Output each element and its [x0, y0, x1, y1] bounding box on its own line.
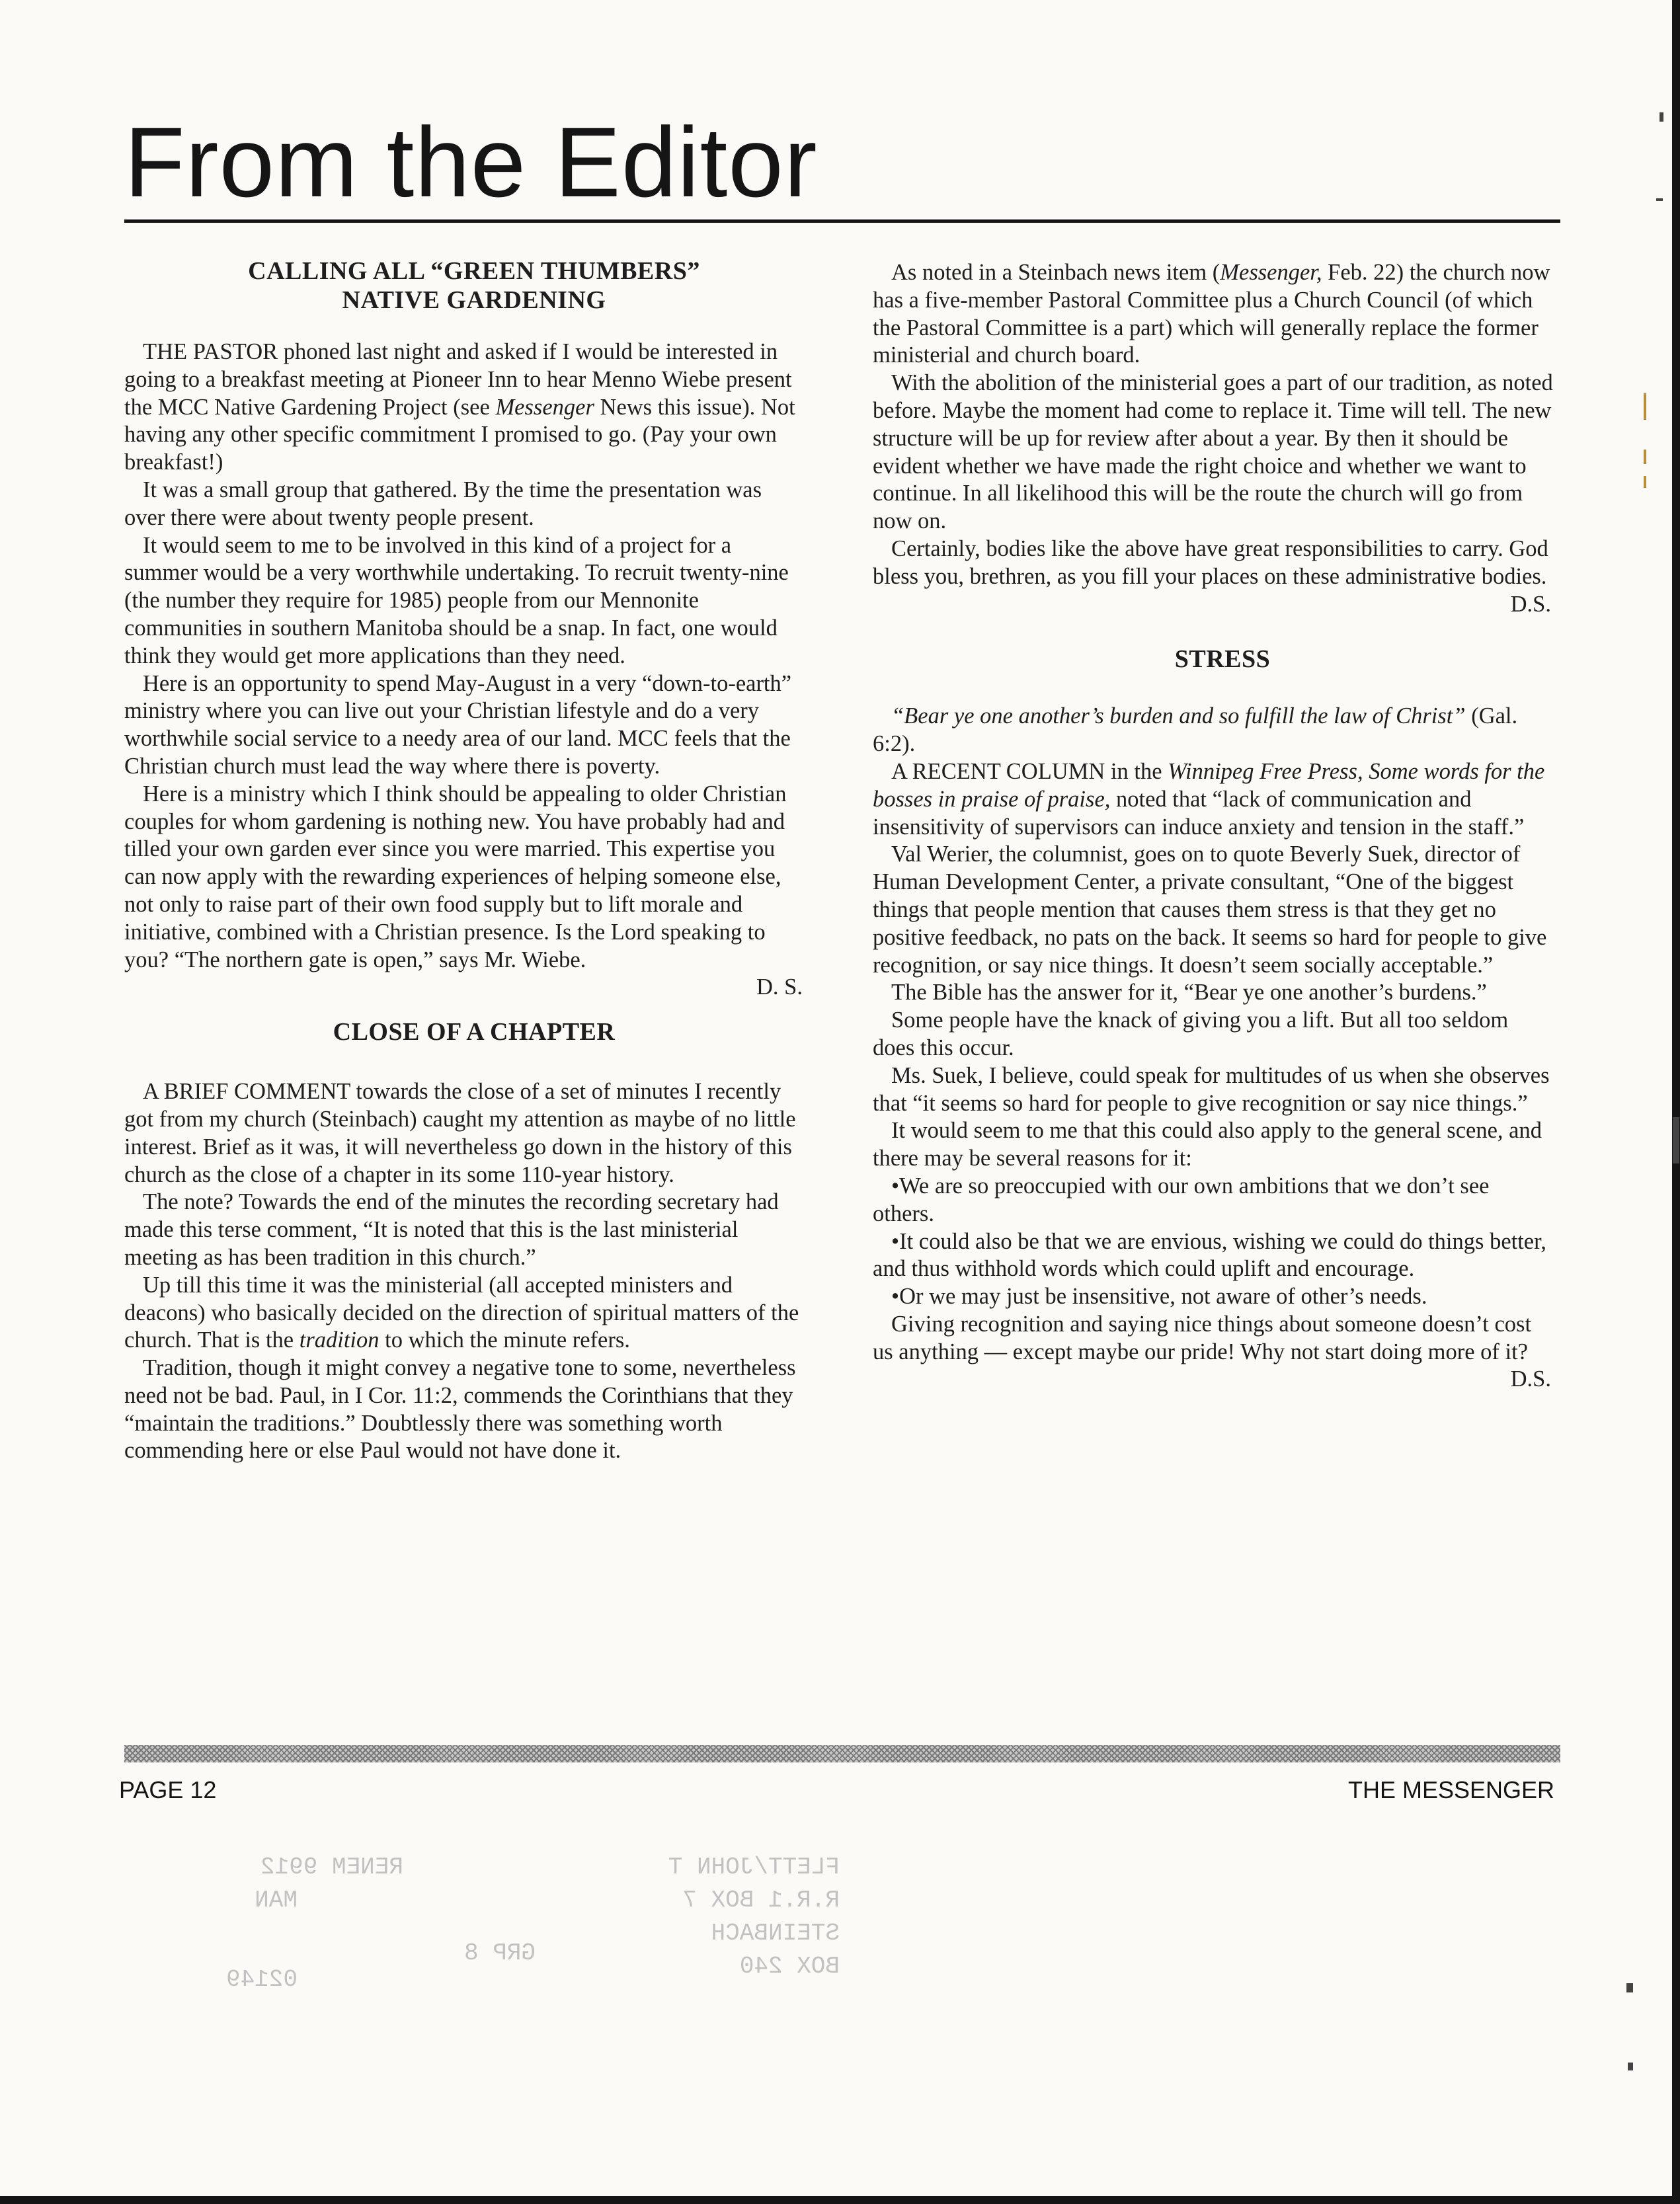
article-paragraph: With the abolition of the ministerial goes a part of our tradition, as noted before. Maybe the moment had come to replace it. Time will tell. The new structure will be up for review after about a year. By then it should be evident whether we have made the right choice and whether we want to continue. In all likelihood this will be the route the church will go from now on. — [873, 370, 1553, 534]
scan-mark — [1626, 1983, 1633, 1992]
article-paragraph: Val Werier, the columnist, goes on to quote Beverly Suek, director of Human Development Center, a private consultant, “One of the biggest things that people mention that causes them stress is that they get no positive feedback, no pats on the back. It seems so hard for people to give recognition, or say nice things. It doesn’t seem socially acceptable.” — [873, 842, 1547, 978]
scan-mark — [1673, 1117, 1679, 1163]
article-paragraph: It was a small group that gathered. By the time the presentation was over there were about twenty people present. — [124, 477, 762, 530]
label-line: RENEM 9912 — [260, 1854, 403, 1881]
label-line: GRP 8 — [463, 1940, 536, 1967]
article-paragraph: It would seem to me that this could also apply to the general scene, and there may be several reasons for it: — [873, 1118, 1542, 1171]
article-paragraph: A RECENT COLUMN in the Winnipeg Free Press, Some words for the bosses in praise of praise, noted that “lack of communication and insensitivity of supervisors can induce anxiety and tension in the staff.” — [873, 758, 1545, 840]
scan-mark — [1656, 198, 1663, 201]
bullet-item: •Or we may just be insensitive, not aware of other’s needs. — [891, 1284, 1427, 1310]
author-signature: D.S. — [1510, 1366, 1551, 1392]
bullet-item: •It could also be that we are envious, wishing we could do things better, and thus withhold words which could uplift and encourage. — [873, 1228, 1546, 1282]
mailing-label-showthrough — [192, 1838, 840, 2003]
page-title: From the Editor — [124, 106, 818, 217]
article-paragraph: Here is a ministry which I think should be appealing to older Christian couples for whom gardening is nothing new. You have probably had and tilled your own garden ever since you were married. This expertise you can now apply with the rewarding experiences of helping someone else, not only to raise part of their own food supply but to lift morale and initiative, combined with a Christian presence. Is the Lord speaking to you? “The northern gate is open,” says Mr. Wiebe. — [124, 781, 787, 972]
label-line: BOX 240 — [739, 1953, 840, 1980]
article-paragraph: It would seem to me to be involved in this kind of a project for a summer would be a very worthwhile undertaking. To recruit twenty-nine (the number they require for 1985) people from our Mennonite communities in southern Manitoba should be a snap. In fact, one would think they would get more applications than they need. — [124, 532, 789, 668]
left-column — [124, 256, 805, 1465]
page-number: PAGE 12 — [119, 1776, 217, 1803]
article-paragraph: Giving recognition and saying nice things about someone doesn’t cost us anything — except maybe our pride! Why not start doing more of it? — [873, 1311, 1532, 1364]
article-paragraph: Certainly, bodies like the above have great responsibilities to carry. God bless you, brethren, as you fill your places on these administrative bodies. — [873, 535, 1548, 589]
article-headline: CLOSE OF A CHAPTER — [333, 1018, 616, 1046]
article-close-of-chapter — [124, 1017, 805, 1465]
article-green-thumbers — [124, 256, 805, 1002]
label-line: STEINBACH — [711, 1920, 840, 1947]
publication-name: THE MESSENGER — [1347, 1776, 1554, 1803]
article-paragraph: Up till this time it was the ministerial (all accepted ministers and deacons) who basically decided on the direction of spiritual matters of the church. That is the tradition to which the minute refers. — [124, 1272, 799, 1353]
scripture-verse: “Bear ye one another’s burden and so fulfill the law of Christ” (Gal. 6:2). — [873, 703, 1518, 757]
label-line: 02149 — [225, 1966, 298, 1993]
article-headline: STRESS — [1174, 645, 1271, 674]
right-column — [873, 259, 1554, 1394]
scan-mark — [1628, 2063, 1633, 2070]
article-paragraph: Here is an opportunity to spend May-August in a very “down-to-earth” ministry where you can live out your Christian lifestyle and do a very worthwhile social service to a needy area of our land. MCC feels that the Christian church must lead the way where there is poverty. — [124, 670, 792, 779]
article-headline: NATIVE GARDENING — [342, 286, 606, 314]
scan-mark — [1660, 112, 1663, 122]
title-rule — [124, 219, 1560, 223]
article-paragraph: As noted in a Steinbach news item (Messenger, Feb. 22) the church now has a five-member Pastoral Committee plus a Church Council (of which the Pastoral Committee is a part) which will generally replace the former ministerial and church board. — [873, 260, 1550, 368]
scan-mark — [1644, 393, 1646, 420]
scan-mark — [1644, 476, 1646, 488]
article-paragraph: THE PASTOR phoned last night and asked if I would be interested in going to a breakfast meeting at Pioneer Inn to hear Menno Wiebe present the MCC Native Gardening Project (see Messenger News this issue). Not having any other specific commitment I promised to go. (Pay your own breakfast!) — [124, 339, 795, 475]
footer-pattern-bar — [124, 1745, 1560, 1762]
article-paragraph: A BRIEF COMMENT towards the close of a set of minutes I recently got from my church (Steinbach) caught my attention as maybe of no little interest. Brief as it was, it will nevertheless go down in the history of this church as the close of a chapter in its some 110-year history. — [124, 1079, 796, 1187]
article-headline: CALLING ALL “GREEN THUMBERS” — [248, 257, 700, 285]
article-stress — [873, 645, 1554, 1394]
scan-mark — [1644, 450, 1646, 464]
label-line: R.R.1 BOX 7 — [682, 1887, 840, 1914]
bullet-item: •We are so preoccupied with our own ambitions that we don’t see others. — [873, 1173, 1490, 1226]
article-paragraph: Tradition, though it might convey a negative tone to some, nevertheless need not be bad. Paul, in I Cor. 11:2, commends the Corinthians that they “maintain the traditions.” Doubtlessly there was something worth commending here or else Paul would not have done it. — [124, 1355, 796, 1464]
article-close-of-chapter-continued — [873, 259, 1554, 618]
article-paragraph: The note? Towards the end of the minutes the recording secretary had made this terse comment, “It is noted that this is the last ministerial meeting as has been tradition in this church.” — [124, 1189, 779, 1270]
author-signature: D. S. — [756, 974, 803, 1000]
label-line: MAN — [255, 1887, 298, 1914]
article-paragraph: The Bible has the answer for it, “Bear ye one another’s burdens.” — [891, 980, 1487, 1005]
author-signature: D.S. — [1510, 591, 1551, 617]
label-line: FLETT/JOHN T — [668, 1854, 840, 1881]
article-paragraph: Ms. Suek, I believe, could speak for multitudes of us when she observes that “it seems so hard for people to give recognition or say nice things.” — [873, 1062, 1550, 1116]
article-paragraph: Some people have the knack of giving you a lift. But all too seldom does this occur. — [873, 1007, 1509, 1060]
